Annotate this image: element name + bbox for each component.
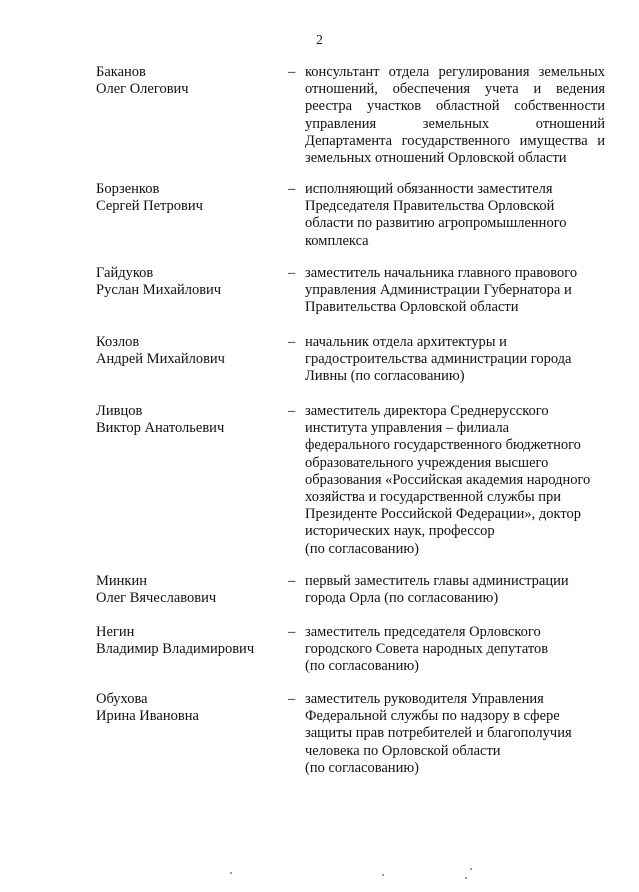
member-position bbox=[305, 573, 605, 607]
position-line: защиты прав потребителей и благополучия bbox=[305, 725, 572, 742]
member-surname: Ливцов bbox=[96, 403, 143, 419]
position-line: исполняющий обязанности заместителя bbox=[305, 181, 553, 197]
position-line: консультант отдела регулирования земельных bbox=[305, 64, 605, 80]
entry-dash: – bbox=[288, 573, 296, 589]
position-line: реестра участков областной собственности bbox=[305, 98, 605, 115]
page-number: 2 bbox=[316, 32, 323, 47]
position-line: Ливны (по согласованию) bbox=[305, 368, 465, 385]
member-surname: Гайдуков bbox=[96, 265, 154, 281]
member-given-names: Олег Вячеславович bbox=[96, 590, 217, 607]
scan-speck bbox=[470, 868, 472, 870]
position-line: отношений, обеспечения учета и ведения bbox=[305, 81, 605, 98]
scan-speck bbox=[230, 872, 232, 874]
member-given-names: Владимир Владимирович bbox=[96, 641, 255, 658]
member-surname: Козлов bbox=[96, 334, 140, 350]
member-given-names: Руслан Михайлович bbox=[96, 282, 222, 299]
position-line: (по согласованию) bbox=[305, 658, 419, 675]
position-line: земельных отношений Орловской области bbox=[305, 150, 567, 167]
member-name bbox=[96, 64, 286, 98]
position-line: исторических наук, профессор bbox=[305, 523, 495, 540]
position-line: городского Совета народных депутатов bbox=[305, 641, 549, 658]
entry-dash: – bbox=[288, 403, 296, 419]
member-name bbox=[96, 403, 286, 437]
member-position bbox=[305, 624, 605, 676]
member-position bbox=[305, 265, 605, 317]
position-line: (по согласованию) bbox=[305, 759, 419, 776]
position-line: начальник отдела архитектуры и bbox=[305, 334, 507, 350]
entry-dash: – bbox=[288, 64, 296, 80]
member-position bbox=[305, 64, 605, 167]
position-line: управления земельных отношений bbox=[305, 115, 605, 132]
position-line: Председателя Правительства Орловской bbox=[305, 198, 555, 215]
member-name bbox=[96, 334, 286, 368]
position-line: хозяйства и государственной службы при bbox=[305, 489, 562, 506]
position-line: Правительства Орловской области bbox=[305, 299, 519, 316]
position-line: области по развитию агропромышленного bbox=[305, 215, 567, 232]
member-name bbox=[96, 624, 286, 658]
position-line: заместитель начальника главного правового bbox=[305, 265, 578, 281]
position-line: заместитель директора Среднерусского bbox=[305, 403, 549, 419]
position-line: города Орла (по согласованию) bbox=[305, 590, 499, 607]
member-position bbox=[305, 334, 605, 386]
scan-speck bbox=[382, 874, 384, 876]
member-surname: Обухова bbox=[96, 691, 148, 707]
position-line: человека по Орловской области bbox=[305, 742, 501, 759]
member-position bbox=[305, 691, 605, 777]
member-given-names: Ирина Ивановна bbox=[96, 708, 199, 725]
position-line: федерального государственного бюджетного bbox=[305, 437, 581, 454]
position-line: заместитель председателя Орловского bbox=[305, 624, 541, 640]
entry-dash: – bbox=[288, 181, 296, 197]
member-surname: Борзенков bbox=[96, 181, 160, 197]
member-position bbox=[305, 403, 605, 558]
member-name bbox=[96, 265, 286, 299]
entry-dash: – bbox=[288, 334, 296, 350]
entry-dash: – bbox=[288, 691, 296, 707]
position-line: образования «Российская академия народного bbox=[305, 471, 591, 488]
position-line: института управления – филиала bbox=[305, 420, 510, 437]
member-name bbox=[96, 573, 286, 607]
position-line: управления Администрации Губернатора и bbox=[305, 282, 572, 299]
member-given-names: Сергей Петрович bbox=[96, 198, 203, 215]
member-position bbox=[305, 181, 605, 250]
member-surname: Негин bbox=[96, 624, 135, 640]
scan-speck bbox=[465, 877, 467, 879]
member-given-names: Андрей Михайлович bbox=[96, 351, 225, 368]
position-line: Президенте Российской Федерации», доктор bbox=[305, 506, 581, 523]
member-given-names: Олег Олегович bbox=[96, 81, 189, 98]
member-name bbox=[96, 691, 286, 725]
member-surname: Баканов bbox=[96, 64, 146, 80]
entry-dash: – bbox=[288, 265, 296, 281]
position-line: Федеральной службы по надзору в сфере bbox=[305, 708, 560, 725]
member-name bbox=[96, 181, 286, 215]
position-line: (по согласованию) bbox=[305, 540, 419, 557]
position-line: образовательного учреждения высшего bbox=[305, 454, 549, 471]
position-line: градостроительства администрации города bbox=[305, 351, 572, 368]
position-line: заместитель руководителя Управления bbox=[305, 691, 544, 707]
position-line: Департамента государственного имущества и bbox=[305, 132, 605, 149]
position-line: комплекса bbox=[305, 232, 369, 249]
entry-dash: – bbox=[288, 624, 296, 640]
member-surname: Минкин bbox=[96, 573, 147, 589]
member-given-names: Виктор Анатольевич bbox=[96, 420, 225, 437]
position-line: первый заместитель главы администрации bbox=[305, 573, 569, 589]
